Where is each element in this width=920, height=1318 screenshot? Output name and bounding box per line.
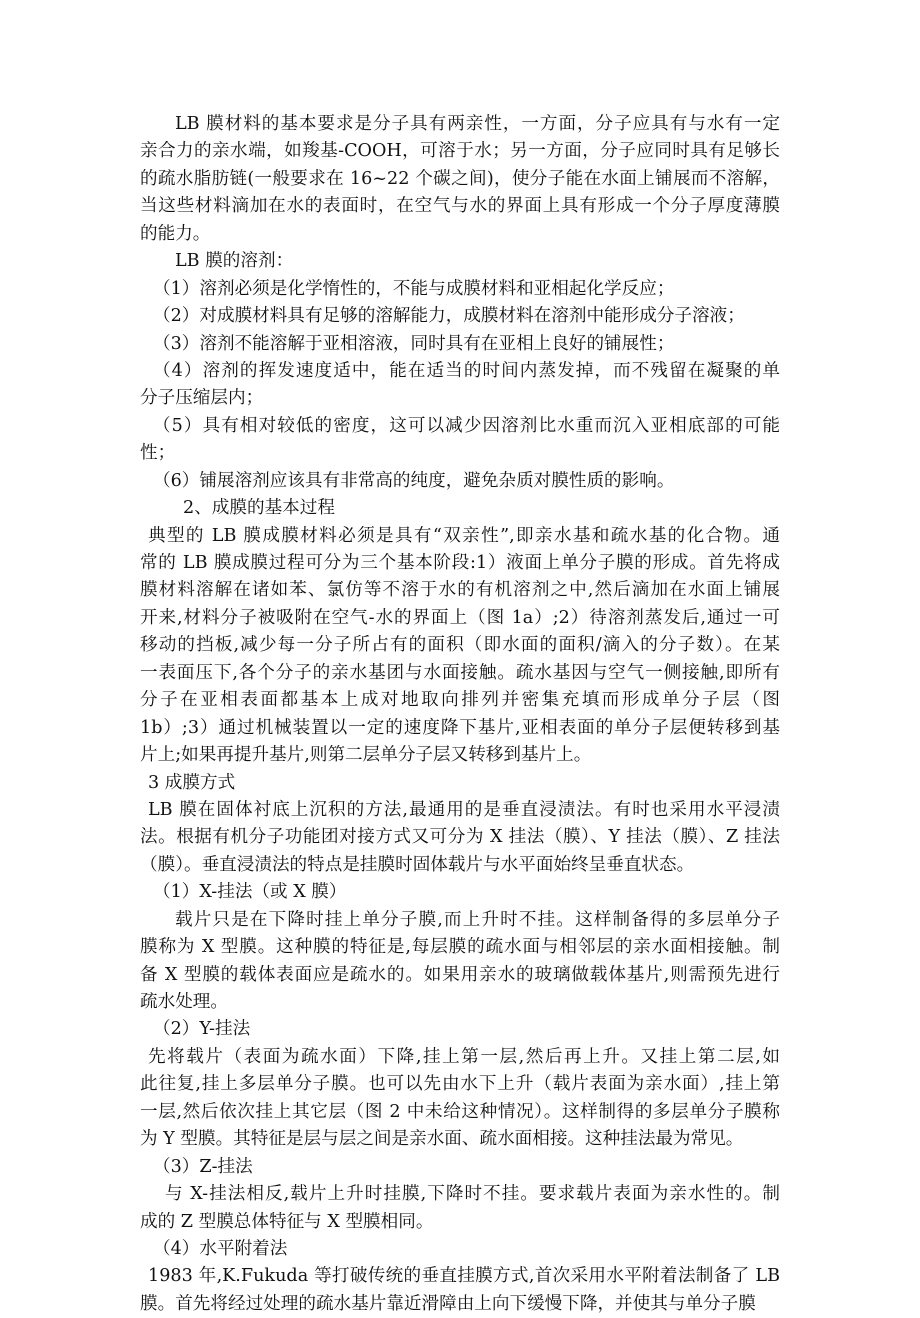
text-line: 常的 LB 膜成膜过程可分为三个基本阶段:1）液面上单分子膜的形成。首先将成: [140, 553, 780, 573]
text-line: 亲合力的亲水端，如羧基-COOH，可溶于水；另一方面，分子应同时具有足够长: [140, 141, 780, 162]
text-line: 一表面压下,各个分子的亲水基团与水面接触。疏水基因与空气一侧接触,即所有: [140, 662, 780, 683]
text-line: （3）溶剂不能溶解于亚相溶液，同时具有在亚相上良好的铺展性；: [153, 333, 675, 354]
text-line: （1）溶剂必须是化学惰性的，不能与成膜材料和亚相起化学反应；: [153, 278, 675, 299]
text-line: 此往复,挂上多层单分子膜。也可以先由水下上升（载片表面为亲水面）,挂上第: [140, 1074, 780, 1095]
text-line: 疏水处理。: [140, 992, 228, 1012]
paragraph: [140, 770, 780, 797]
paragraph: [140, 797, 780, 879]
paragraph: [140, 358, 780, 413]
text-line: 膜称为 X 型膜。这种膜的特征是,每层膜的疏水面与相邻层的亲水面相接触。制: [140, 937, 780, 958]
paragraph: [140, 1263, 780, 1318]
text-line: 当这些材料滴加在水的表面时，在空气与水的界面上具有形成一个分子厚度薄膜: [140, 196, 780, 217]
document-body: [140, 111, 780, 1318]
text-line: （3）Z-挂法: [153, 1156, 253, 1177]
paragraph: [140, 111, 780, 248]
text-line: 片上;如果再提升基片,则第二层单分子层又转移到基片上。: [140, 745, 592, 766]
text-line: 典型的 LB 膜成膜材料必须是具有“双亲性”,即亲水基和疏水基的化合物。通: [148, 525, 780, 546]
paragraph: [140, 1016, 780, 1043]
text-line: （1）X-挂法（或 X 膜）: [153, 882, 347, 903]
text-line: 备 X 型膜的载体表面应是疏水的。如果用亲水的玻璃做载体基片,则需预先进行: [140, 964, 780, 985]
text-line: LB 膜的溶剂：: [175, 251, 294, 272]
paragraph: [140, 1154, 780, 1181]
text-line: 的能力。: [140, 223, 211, 244]
text-line: 与 X-挂法相反,载片上升时挂膜,下降时不挂。要求载片表面为亲水性的。制: [165, 1184, 780, 1205]
text-line: （2）对成膜材料具有足够的溶解能力，成膜材料在溶剂中能形成分子溶液；: [153, 306, 745, 327]
paragraph: [140, 468, 780, 495]
text-line: 性；: [140, 443, 176, 464]
paragraph: [140, 331, 780, 358]
text-line: 1983 年,K.Fukuda 等打破传统的垂直挂膜方式,首次采用水平附着法制备了 LB: [148, 1266, 780, 1287]
text-line: 2、成膜的基本过程: [183, 498, 335, 519]
text-line: 先将载片（表面为疏水面）下降,挂上第一层,然后再上升。又挂上第二层,如: [148, 1046, 780, 1067]
text-line: 的疏水脂肪链(一般要求在 16~22 个碳之间)，使分子能在水面上铺展而不溶解，: [140, 168, 780, 189]
text-line: 分子在亚相表面都基本上成对地取向排列并密集充填而形成单分子层（图: [140, 690, 780, 711]
paragraph: [140, 303, 780, 330]
paragraph: [140, 276, 780, 303]
paragraph: [140, 1236, 780, 1263]
text-line: 载片只是在下降时挂上单分子膜,而上升时不挂。这样制备得的多层单分子: [175, 909, 780, 930]
paragraph: [140, 413, 780, 468]
text-line: （5）具有相对较低的密度，这可以减少因溶剂比水重而沉入亚相底部的可能: [153, 415, 780, 436]
text-line: 法。根据有机分子功能团对接方式又可分为 X 挂法（膜）、Y 挂法（膜）、Z 挂法: [140, 827, 780, 848]
paragraph: [140, 523, 780, 770]
text-line: （膜）。垂直浸渍法的特点是挂膜时固体载片与水平面始终呈垂直状态。: [140, 854, 695, 875]
paragraph: [140, 1181, 780, 1236]
paragraph: [140, 248, 780, 275]
paragraph: [140, 879, 780, 906]
paragraph: [140, 495, 780, 522]
text-line: （4）溶剂的挥发速度适中，能在适当的时间内蒸发掉，而不残留在凝聚的单: [153, 360, 780, 381]
text-line: LB 膜在固体衬底上沉积的方法,最通用的是垂直浸渍法。有时也采用水平浸渍: [148, 799, 780, 820]
text-line: 膜材料溶解在诸如苯、氯仿等不溶于水的有机溶剂之中,然后滴加在水面上铺展: [140, 580, 780, 601]
text-line: 分子压缩层内；: [140, 388, 264, 409]
text-line: （6）铺展溶剂应该具有非常高的纯度，避免杂质对膜性质的影响。: [153, 470, 675, 491]
text-line: （4）水平附着法: [153, 1238, 288, 1259]
text-line: 移动的挡板,减少每一分子所占有的面积（即水面的面积/滴入的分子数）。在某: [140, 635, 780, 656]
paragraph: [140, 1044, 780, 1154]
text-line: 一层,然后依次挂上其它层（图 2 中未给这种情况）。这样制得的多层单分子膜称: [140, 1101, 780, 1122]
text-line: 3 成膜方式: [148, 772, 236, 793]
text-line: 1b）;3）通过机械装置以一定的速度降下基片,亚相表面的单分子层便转移到基: [140, 717, 780, 738]
text-line: （2）Y-挂法: [153, 1019, 251, 1040]
text-line: 为 Y 型膜。其特征是层与层之间是亲水面、疏水面相接。这种挂法最为常见。: [140, 1129, 744, 1150]
text-line: LB 膜材料的基本要求是分子具有两亲性，一方面，分子应具有与水有一定: [175, 114, 780, 134]
text-line: 成的 Z 型膜总体特征与 X 型膜相同。: [140, 1211, 434, 1232]
paragraph: [140, 907, 780, 1017]
text-line: 膜。首先将经过处理的疏水基片靠近滑障由上向下缓慢下降，并使其与单分子膜: [140, 1293, 756, 1314]
text-line: 开来,材料分子被吸附在空气-水的界面上（图 1a）;2）待溶剂蒸发后,通过一可: [140, 607, 780, 628]
